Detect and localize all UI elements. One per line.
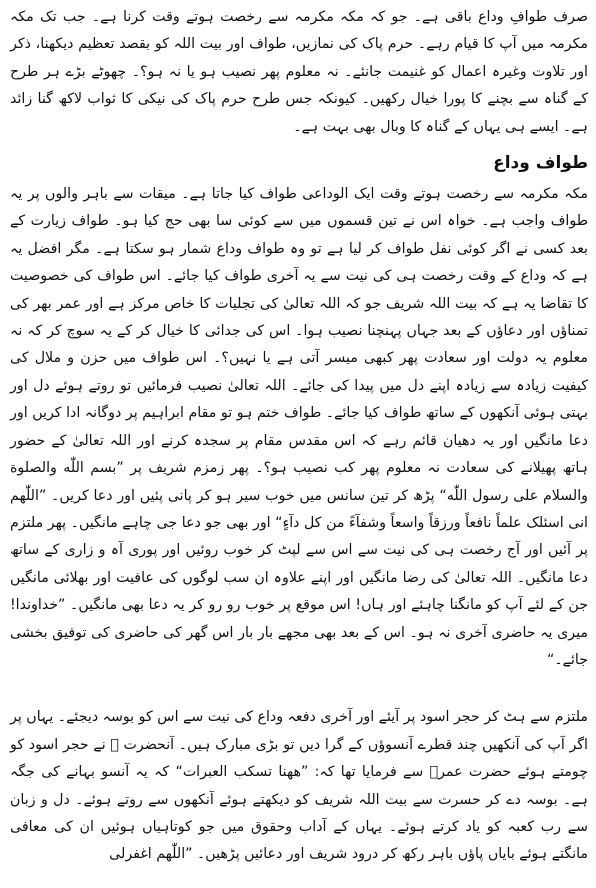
- section-heading: طواف وداع: [493, 153, 588, 174]
- paragraph-spacer: [10, 674, 588, 704]
- body-paragraph-1: مکہ مکرمہ سے رخصت ہوتے وقت ایک الوداعی طواف کیا جاتا ہے۔ میقات سے باہر والوں پر یہ طواف واجب ہے۔ خواہ اس نے تین قسموں میں سے کوئی سا بھی حج کیا ہو۔ طواف زیارت کے بعد کسی نے اگر کوئی نفل طواف کر لیا ہے تو وہ طواف وداع شمار ہو سکتا ہے۔ مگر افضل یہ ہے کہ وداع کے وقت رخصت ہی کی نیت سے یہ آخری طواف کیا جائے۔ اس طواف کی خصوصیت کا تقاضا یہ ہے کہ بیت اللہ شریف جو کہ اللہ تعالیٰ کی تجلیات کا خاص مرکز ہے اور عمر بھر کی تمناؤں اور دعاؤں کے بعد جہاں پہنچنا نصیب ہوا۔ اس کی جدائی کا خیال کر کے یہ سوچ کر کہ نہ معلوم یہ دولت اور سعادت پھر کبھی میسر آتی ہے یا نہیں؟۔ اس طواف میں حزن و ملال کی کیفیت زیادہ سے زیادہ اپنے دل میں پیدا کی جائے۔ اللہ تعالیٰ نصیب فرمائیں تو روتے ہوئے دل اور بہتی ہوئی آنکھوں کے ساتھ طواف کیا جائے۔ طواف ختم ہو تو مقام ابراہیم پر دوگانہ ادا کریں اور دعا مانگیں اور یہ دھیان قائم رہے کہ اس مقدس مقام پر سجدہ کرنے اور اللہ تعالیٰ کے حضور ہاتھ پھیلانے کی سعادت نہ معلوم پھر کب نصیب ہو؟۔ پھر زمزم شریف پر ”بسم اللّٰه والصلوة والسلام علی رسول اللّٰه“ پڑھ کر تین سانس میں خوب سیر ہو کر پانی پئیں اور دعا کریں۔ ”اللّٰھم انی اسئلک علماً نافعاً ورزقاً واسعاً وشفآءً من کل دآءٍ“ اور بھی جو دعا جی چاہے مانگیں۔ پھر ملتزم پر آئیں اور آج رخصت ہی کی نیت سے اس سے لپٹ کر خوب روئیں اور پوری آہ و زاری کے ساتھ دعا مانگیں۔ اللہ تعالیٰ کی رضا مانگیں اور اپنے علاوہ ان سب لوگوں کی عافیت اور بھلائی مانگیں جن کے لئے آپ کو مانگنا چاہئے اور ہاں! اس موقع پر خوب رو رو کر یہ دعا بھی مانگیں۔ ”خداوندا! میری یہ حاضری آخری نہ ہو۔ اس کے بعد بھی مجھے بار بار اس گھر کی حاضری کی توفیق بخشی جائے۔“: [10, 186, 588, 668]
- document-page: [10, 4, 588, 884]
- intro-paragraph: صرف طوافِ وداع باقی ہے۔ جو کہ مکہ مکرمہ سے رخصت ہوتے وقت کرنا ہے۔ جب تک مکہ مکرمہ میں آپ کا قیام رہے۔ حرم پاک کی نمازیں، طواف اور بیت اللہ کو بقصد تعظیم دیکھنا، ذکر اور تلاوت وغیرہ اعمال کو غنیمت جانئے۔ نہ معلوم پھر نصیب ہو یا نہ ہو؟۔ چھوٹے بڑے ہر طرح کے گناہ سے بچنے کا پورا خیال رکھیں۔ کیونکہ جس طرح حرم پاک کی نیکی کا ثواب لاکھ گنا زائد ہے۔ ایسے ہی یہاں کے گناہ کا وبال بھی بہت ہے۔: [10, 9, 588, 135]
- body-paragraph-2: ملتزم سے ہٹ کر حجر اسود پر آیئے اور آخری دفعہ وداع کی نیت سے اس کو بوسہ دیجئے۔ یہاں پر اگر آپ کی آنکھیں چند قطرے آنسوؤں کے گرا دیں تو بڑی مبارک ہیں۔ آنحضرت ﷺ نے حجر اسود کو چومتے ہوئے حضرت عمرؓ سے فرمایا تھا کہ: ”ھھنا تسکب العبرات“ کہ یہ آنسو بہانے کی جگہ ہے۔ بوسہ دے کر حسرت سے بیت اللہ شریف کو دیکھتے ہوئے آنکھوں سے روتے ہوئے۔ دل و زبان سے رب کعبہ کو یاد کرتے ہوئے۔ یہاں کے آداب وحقوق میں جو کوتاہیاں ہوئیں ان کی معافی مانگتے ہوئے بایاں پاؤں باہر رکھ کر درود شریف اور دعائیں پڑھیں۔ ”اللّٰھم اغفرلی: [10, 709, 588, 863]
